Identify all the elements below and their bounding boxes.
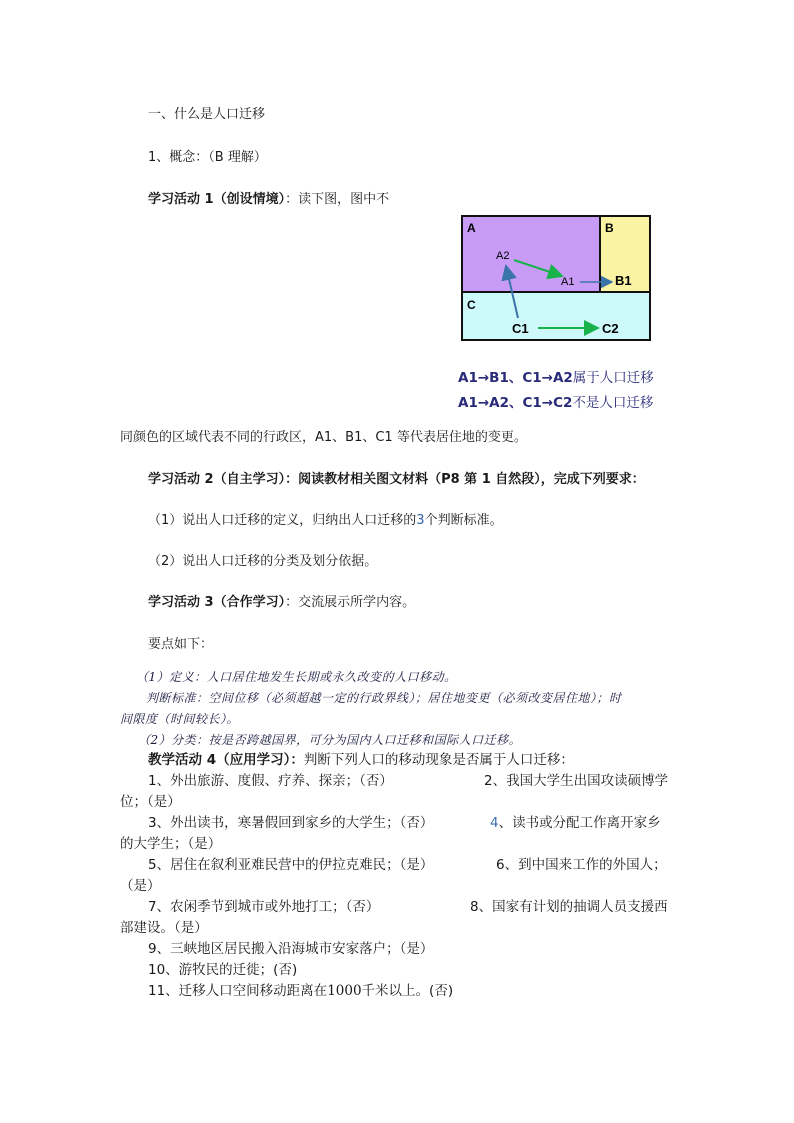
activity-2-item-1-text: （1）说出人口迁移的定义，归纳出人口迁移的 — [148, 513, 417, 528]
question-11 — [148, 981, 453, 1002]
question-7: 7、农闲季节到城市或外地打工；（否） — [148, 899, 380, 915]
point-c1-label: C1 — [512, 321, 529, 336]
point-c2-label: C2 — [602, 321, 619, 336]
key-points-heading: 要点如下： — [148, 637, 214, 652]
point-a2-label: A2 — [496, 250, 510, 262]
activity-3-heading — [148, 594, 415, 612]
question-8: 8、国家有计划的抽调人员支援西 — [470, 899, 668, 915]
question-5: 5、居住在叙利亚难民营中的伊拉克难民；（是） — [148, 857, 434, 873]
note-definition: （1）定义：人口居住地发生长期或永久改变的人口移动。 — [136, 670, 457, 684]
question-6-cont: （是） — [120, 878, 161, 894]
caption-line-1 — [458, 369, 654, 387]
note-criteria-cont: 间限度（时间较长）。 — [120, 712, 240, 726]
caption-line-2-text: 不是人口迁移 — [572, 395, 654, 411]
activity-1-text: ：读下图，图中不 — [285, 192, 390, 207]
region-a — [462, 216, 600, 292]
activity-1-intro — [148, 191, 389, 209]
question-9: 9、三峡地区居民搬入沿海城市安家落户；（是） — [148, 941, 434, 957]
activity-1-continuation: 同颜色的区域代表不同的行政区，A1、B1、C1 等代表居住地的变更。 — [120, 430, 527, 445]
migration-region-diagram — [460, 214, 654, 344]
activity-1-label: 学习活动 1（创设情境） — [148, 192, 286, 207]
question-11-tail: 千米以上。(否) — [361, 983, 454, 999]
region-a-label: A — [467, 221, 476, 235]
question-4-text: 、读书或分配工作离开家乡 — [498, 815, 661, 831]
activity-4-label: 教学活动 4（应用学习）： — [148, 752, 304, 768]
activity-3-label: 学习活动 3（合作学习） — [148, 595, 286, 610]
question-4-number: 4 — [490, 815, 499, 831]
question-6: 6、到中国来工作的外国人； — [496, 857, 667, 873]
activity-4-text: 判断下列人口的移动现象是否属于人口迁移： — [303, 752, 574, 768]
question-3: 3、外出读书，寒暑假回到家乡的大学生；（否） — [148, 815, 434, 831]
question-8-cont: 部建设。（是） — [120, 920, 208, 936]
activity-2-item-1-number: 3 — [416, 513, 425, 528]
caption-line-2 — [458, 394, 653, 412]
activity-2-item-1-tail: 个判断标准。 — [424, 513, 503, 528]
concept-line: 1、概念：（B 理解） — [148, 150, 267, 165]
point-a1-label: A1 — [561, 276, 575, 288]
activity-2-text: ：阅读教材相关图文材料（P8 第 1 自然段），完成下列要求： — [285, 472, 645, 487]
section-title: 一、什么是人口迁移 — [148, 107, 266, 122]
region-c-label: C — [467, 298, 476, 312]
region-c — [462, 292, 650, 340]
activity-2-item-1 — [148, 512, 503, 530]
activity-2-item-2: （2）说出人口迁移的分类及划分依据。 — [148, 554, 378, 569]
question-2: 2、我国大学生出国攻读硕博学 — [484, 773, 669, 789]
question-4-cont: 的大学生；（是） — [120, 836, 222, 852]
point-b1-label: B1 — [615, 273, 632, 288]
activity-4-heading — [148, 750, 574, 771]
note-classification: （2）分类：按是否跨越国界，可分为国内人口迁移和国际人口迁移。 — [138, 733, 522, 747]
caption-line-2-arrows: A1→A2、C1→C2 — [458, 395, 573, 411]
activity-2-label: 学习活动 2（自主学习） — [148, 472, 286, 487]
question-10: 10、游牧民的迁徙；(否) — [148, 962, 298, 978]
region-b-label: B — [605, 221, 614, 235]
activity-2-heading — [148, 471, 645, 489]
question-1: 1、外出旅游、度假、疗养、探亲；（否） — [148, 773, 393, 789]
question-2-cont: 位；（是） — [120, 794, 181, 810]
caption-line-1-text: 属于人口迁移 — [572, 370, 654, 386]
note-criteria: 判断标准：空间位移（必须超越一定的行政界线）；居住地变更（必须改变居住地）；时 — [146, 691, 622, 705]
question-11-number: 1000 — [327, 983, 362, 999]
caption-line-1-arrows: A1→B1、C1→A2 — [458, 370, 573, 386]
activity-3-text: ：交流展示所学内容。 — [285, 595, 416, 610]
question-11-text: 11、迁移人口空间移动距离在 — [148, 983, 328, 999]
question-4 — [490, 813, 661, 834]
